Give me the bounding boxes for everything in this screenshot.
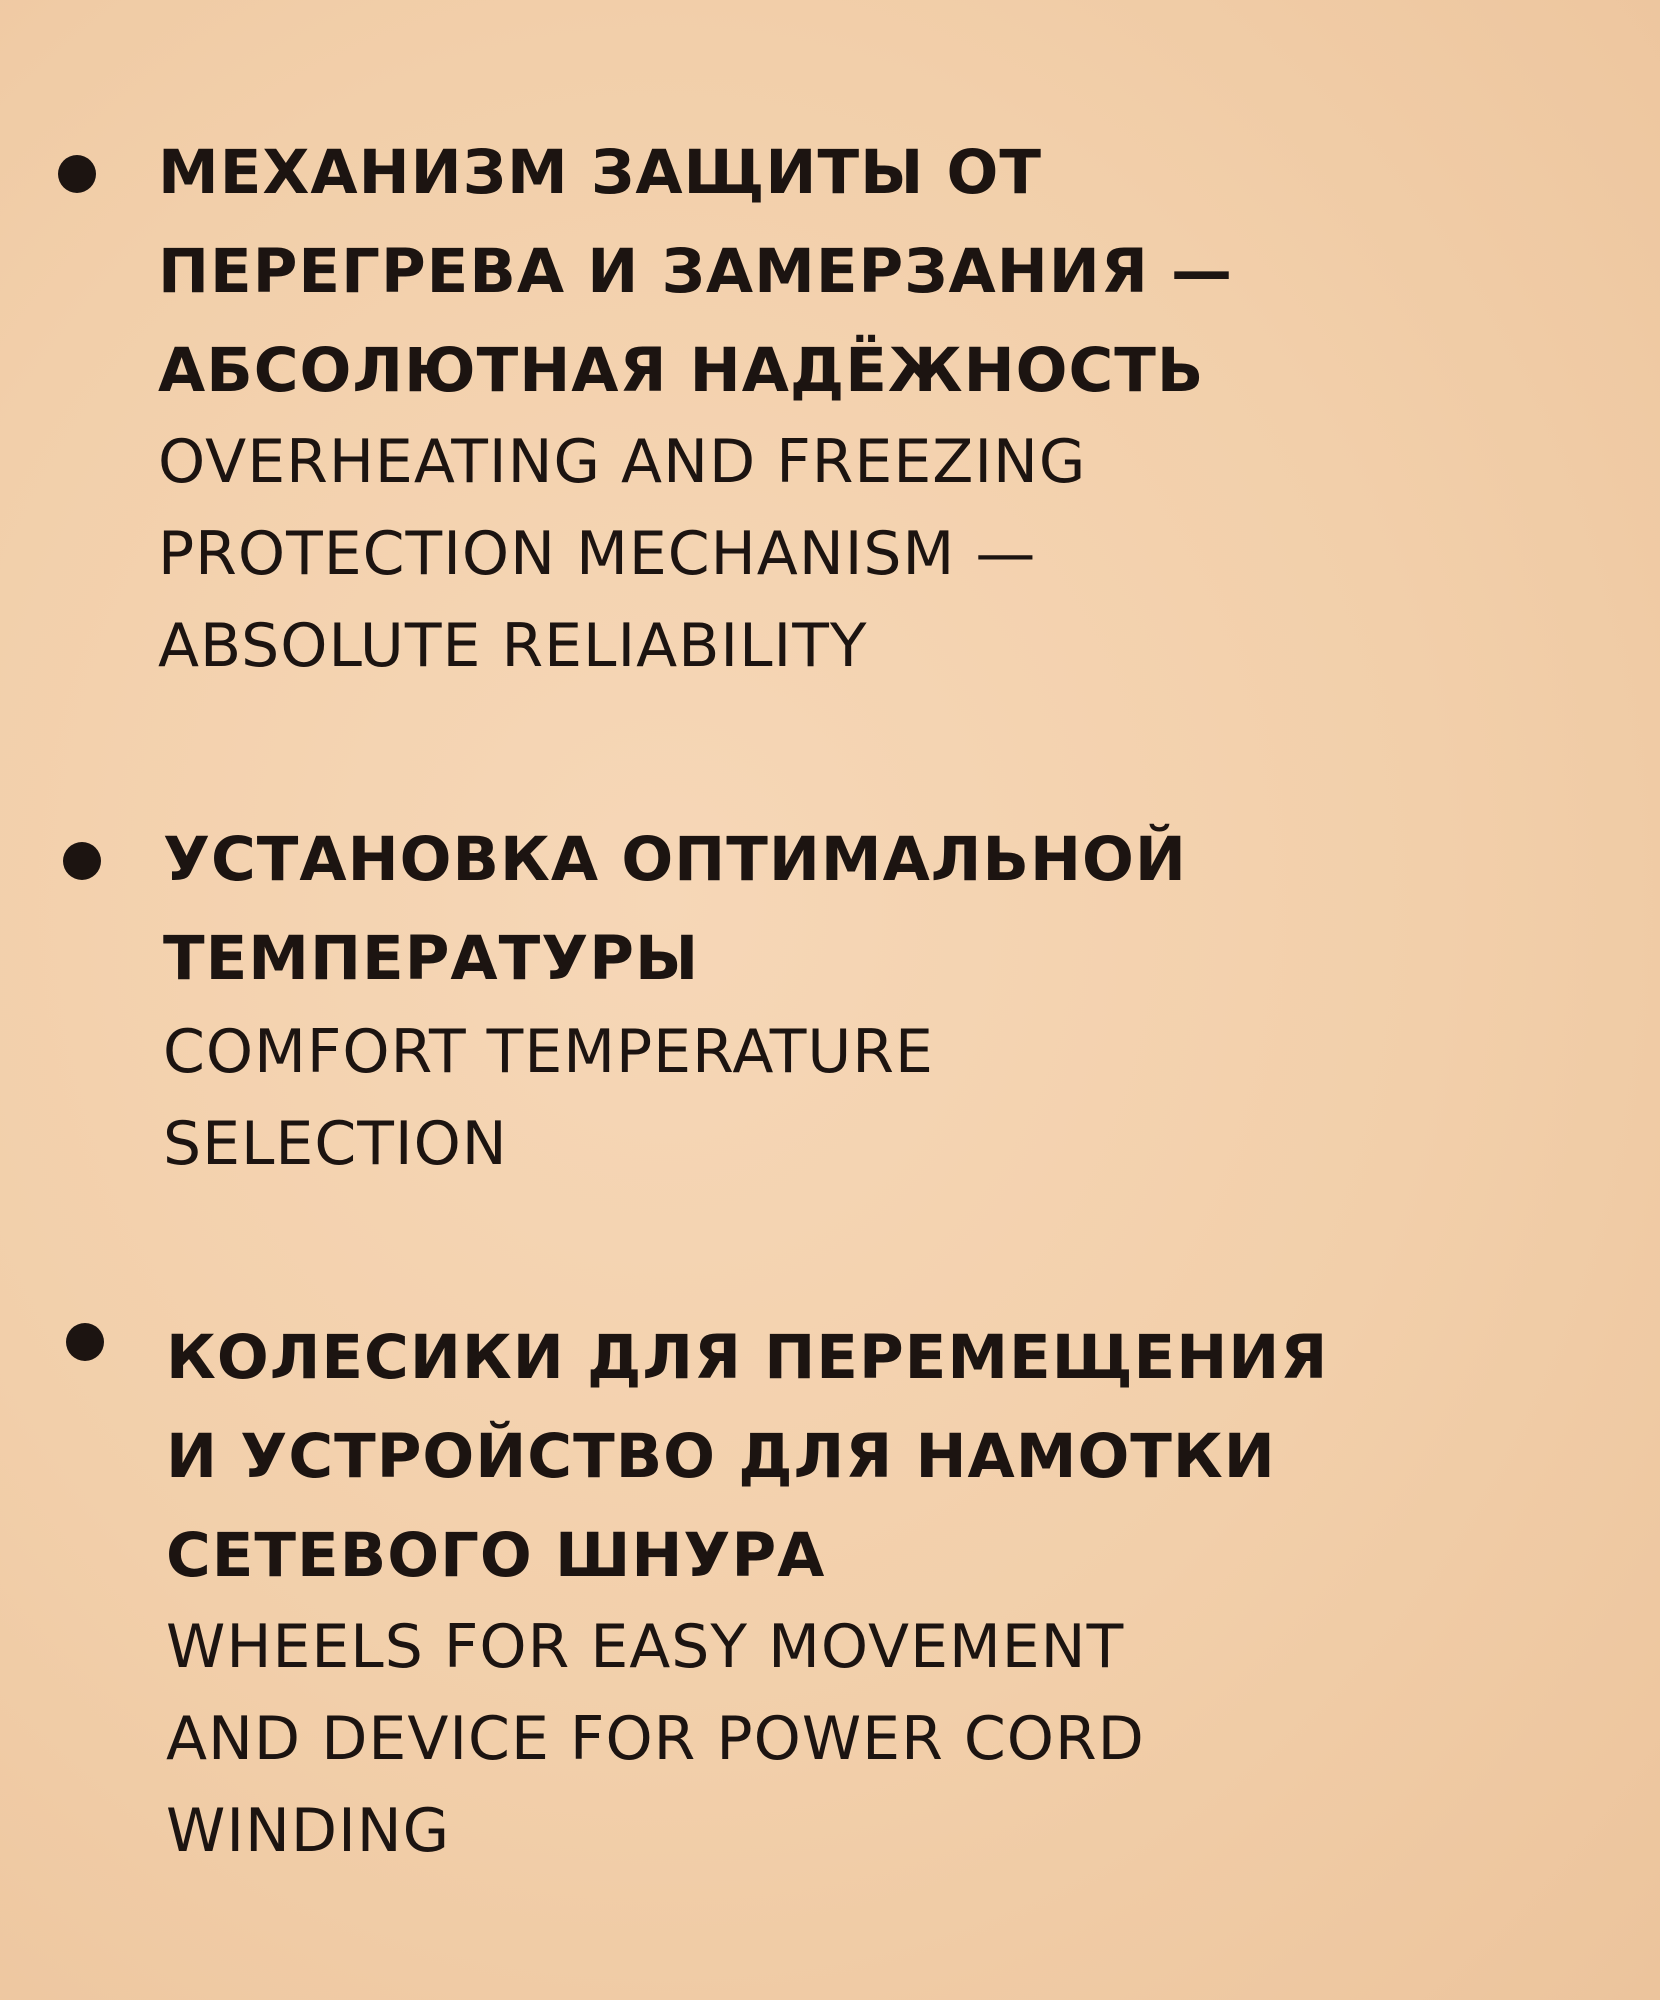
feature-title-ru: АБСОЛЮТНАЯ НАДЁЖНОСТЬ (158, 335, 1205, 406)
feature-title-ru: ТЕМПЕРАТУРЫ (163, 923, 700, 994)
feature-title-en: OVERHEATING AND FREEZING (158, 427, 1087, 497)
feature-title-ru: МЕХАНИЗМ ЗАЩИТЫ ОТ (158, 137, 1042, 208)
feature-title-en: ABSOLUTE RELIABILITY (158, 611, 868, 681)
bullet-dot-icon (66, 1323, 104, 1361)
feature-title-ru: КОЛЕСИКИ ДЛЯ ПЕРЕМЕЩЕНИЯ (166, 1322, 1329, 1393)
feature-title-en: PROTECTION MECHANISM — (158, 519, 1037, 589)
feature-title-en: SELECTION (163, 1109, 508, 1179)
bullet-dot-icon (63, 842, 101, 880)
feature-title-en: WHEELS FOR EASY MOVEMENT (166, 1612, 1125, 1682)
feature-title-ru: УСТАНОВКА ОПТИМАЛЬНОЙ (163, 824, 1187, 895)
feature-title-ru: И УСТРОЙСТВО ДЛЯ НАМОТКИ (166, 1421, 1276, 1492)
feature-title-en: COMFORT TEMPERATURE (163, 1017, 934, 1087)
bullet-dot-icon (58, 155, 96, 193)
feature-title-en: AND DEVICE FOR POWER CORD (166, 1704, 1145, 1774)
feature-title-ru: СЕТЕВОГО ШНУРА (166, 1520, 826, 1591)
feature-title-ru: ПЕРЕГРЕВА И ЗАМЕРЗАНИЯ — (158, 236, 1234, 307)
feature-title-en: WINDING (166, 1796, 451, 1866)
